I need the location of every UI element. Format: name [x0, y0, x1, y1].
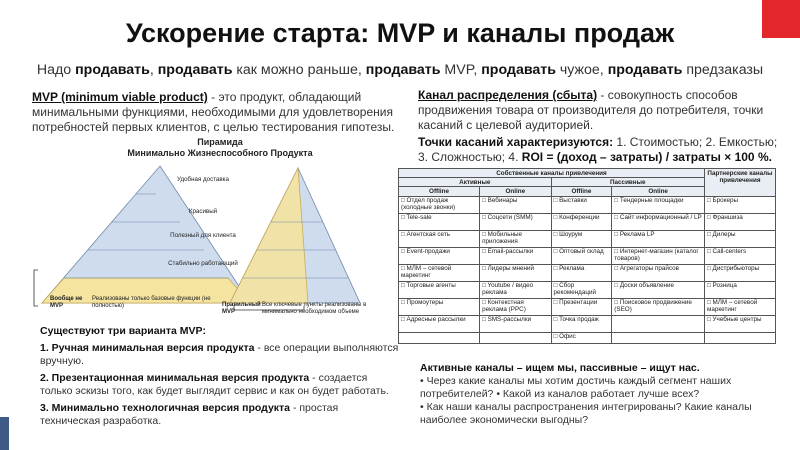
table-cell: □ Брокеры	[705, 196, 776, 213]
pyramid-level-label: Удобная доставка	[177, 176, 229, 183]
table-cell: □ Лидеры мнений	[480, 264, 551, 281]
table-cell: □ Адресные рассылки	[399, 315, 480, 332]
variant-text: - создается только эскизы того, как будет выглядит сервис и как он будет работать.	[40, 372, 389, 397]
table-cell: □ Презентации	[551, 298, 612, 315]
variants-heading: Существуют три варианта MVP:	[40, 325, 207, 337]
subtitle-part: чужое,	[555, 62, 608, 78]
table-cell: □ Реклама LP	[612, 230, 705, 247]
own-channels-header: Собственные каналы привлечения	[399, 169, 705, 178]
table-cell: □ Tele-sale	[399, 213, 480, 230]
variant-text: - все операции выполняются вручную.	[40, 342, 399, 367]
table-cell: □ МЛМ – сетевой маркетинг	[399, 264, 480, 281]
variant-title: 2. Презентационная минимальная версия продукта	[40, 372, 310, 384]
table-cell: □ Тендерные площадки	[612, 196, 705, 213]
slide-title: Ускорение старта: MVP и каналы продаж	[125, 18, 675, 48]
table-row	[399, 315, 776, 332]
table-row	[399, 298, 776, 315]
active-heading: Активные каналы – ищем мы, пассивные – ищут нас.	[420, 362, 700, 374]
pyramid-level-label: Красивый	[188, 208, 218, 215]
table-row	[399, 264, 776, 281]
touch-points-text: 1. Стоимостью; 2. Емкостью; 3. Сложностью; 4.	[418, 135, 778, 164]
table-cell	[480, 332, 551, 343]
table-cell: □ Доски объявление	[612, 281, 705, 298]
table-cell: □ Агентская сеть	[399, 230, 480, 247]
touch-points-heading: Точки касаний характеризуются:	[418, 135, 614, 149]
table-cell: □ Оптовый склад	[551, 247, 612, 264]
table-row	[399, 281, 776, 298]
subtitle-part: предзаказы	[682, 62, 764, 78]
online-header: Online	[612, 187, 705, 196]
table-cell	[705, 332, 776, 343]
table-cell: □ Промоутеры	[399, 298, 480, 315]
table-cell: □ Интернет-магазин (каталог товаров)	[612, 247, 705, 264]
table-cell: □ Соцсети (SMM)	[480, 213, 551, 230]
table-cell: □ Дистрибьюторы	[705, 264, 776, 281]
subtitle-part: продавать	[607, 62, 683, 78]
offline-header: Offline	[551, 187, 612, 196]
variant-item	[40, 402, 400, 428]
active-bullet: • Через какие каналы мы хотим достичь каждый сегмент наших потребителей? • Какой из каналов работает лучше всех?	[420, 375, 732, 400]
table-cell: □ Агрегаторы прайсов	[612, 264, 705, 281]
pyramid-title-line1: Пирамида	[197, 137, 243, 147]
variant-title: 3. Минимально технологичная версия продукта	[40, 402, 291, 414]
table-cell: □ Поисковое продвижение (SEO)	[612, 298, 705, 315]
table-cell: □ Call-centers	[705, 247, 776, 264]
slide-subtitle	[0, 62, 800, 78]
table-cell: □ Розница	[705, 281, 776, 298]
mvp-variants	[40, 325, 400, 432]
subtitle-part: продавать	[481, 62, 556, 78]
mvp-definition-text: - это продукт, обладающий минимальными функциями, необходимыми для удовлетворения потребностей первых клиентов, с целью тестирования гипотезы.	[32, 90, 395, 134]
table-cell: □ Сайт информационный / LP	[612, 213, 705, 230]
subtitle-part: ,	[149, 62, 158, 78]
channel-term: Канал распределения (сбыта)	[418, 88, 598, 102]
table-cell: □ Отдел продаж (холодные звонки)	[399, 196, 480, 213]
table-cell: □ Франшиза	[705, 213, 776, 230]
subtitle-part: MVP,	[440, 62, 482, 78]
mvp-definition	[32, 90, 402, 135]
channels-table-body	[399, 196, 776, 343]
subtitle-part: Надо	[36, 62, 76, 78]
active-channels-block	[420, 362, 780, 427]
table-cell: □ Youtube / видео реклама	[480, 281, 551, 298]
variant-item	[40, 342, 400, 368]
table-cell	[399, 332, 480, 343]
pyramid-level-label: Стабильно работающий	[168, 260, 238, 267]
subtitle-part: как можно раньше,	[232, 62, 366, 78]
table-row	[399, 230, 776, 247]
table-cell: □ Сбор рекомендаций	[551, 281, 612, 298]
variant-item	[40, 372, 400, 398]
passive-header: Пассивные	[551, 178, 704, 187]
table-cell	[612, 332, 705, 343]
blue-corner-decoration	[0, 417, 9, 450]
correct-mvp-caption: Правильный MVP	[222, 302, 261, 315]
channel-definition-text: - совокупность способов продвижения товара от производителя до потребителя, точки касаний с целевой аудиторией.	[418, 88, 764, 132]
table-cell: □ Мобильные приложения	[480, 230, 551, 247]
table-cell: □ SMS-рассылки	[480, 315, 551, 332]
table-cell: □ Выставки	[551, 196, 612, 213]
table-cell: □ Конференции	[551, 213, 612, 230]
channels-table	[398, 168, 776, 344]
variant-title: 1. Ручная минимальная версия продукта	[40, 342, 255, 354]
table-row	[399, 332, 776, 343]
pyramid-title-line2: Минимально Жизнеспособного Продукта	[127, 148, 313, 158]
partner-channels-header: Партнерские каналы привлечения	[705, 169, 776, 197]
roi-formula: ROI = (доход – затраты) / затраты × 100 %.	[521, 150, 772, 164]
subtitle-part: продавать	[365, 62, 441, 78]
not-mvp-note: Реализованы только базовые функции (не полностью)	[92, 296, 211, 309]
mvp-term: MVP (minimum viable product)	[32, 90, 208, 104]
pyramid-level-label: Полезный для клиента	[170, 232, 236, 239]
channel-definition	[418, 88, 778, 165]
active-header: Активные	[399, 178, 552, 187]
subtitle-part: продавать	[157, 62, 233, 78]
variant-text: - простая техническая разработка.	[40, 402, 339, 427]
table-cell: □ Учебные центры	[705, 315, 776, 332]
table-cell: □ Дилеры	[705, 230, 776, 247]
table-cell: □ Реклама	[551, 264, 612, 281]
table-cell	[612, 315, 705, 332]
table-row	[399, 196, 776, 213]
table-cell: □ Офис	[551, 332, 612, 343]
not-mvp-caption: Вообще не MVP	[50, 296, 83, 309]
right-pyramid-slice	[230, 168, 308, 303]
table-cell: □ Email-рассылки	[480, 247, 551, 264]
table-row	[399, 213, 776, 230]
table-cell: □ МЛМ – сетевой маркетинг	[705, 298, 776, 315]
offline-header: Offline	[399, 187, 480, 196]
table-cell: □ Контекстная реклама (PPC)	[480, 298, 551, 315]
table-cell: □ Торговые агенты	[399, 281, 480, 298]
table-cell: □ Точка продаж	[551, 315, 612, 332]
table-cell: □ Шоурум	[551, 230, 612, 247]
table-cell: □ Вебинары	[480, 196, 551, 213]
subtitle-part: продавать	[75, 62, 150, 78]
online-header: Online	[480, 187, 551, 196]
active-bullet: • Как наши каналы распространения интегрированы? Какие каналы наиболее экономически выгодны?	[420, 401, 752, 426]
table-cell: □ Event-продажи	[399, 247, 480, 264]
table-row	[399, 247, 776, 264]
correct-mvp-note: Все ключевые пункты реализованы в минимально необходимом объеме	[262, 302, 367, 315]
